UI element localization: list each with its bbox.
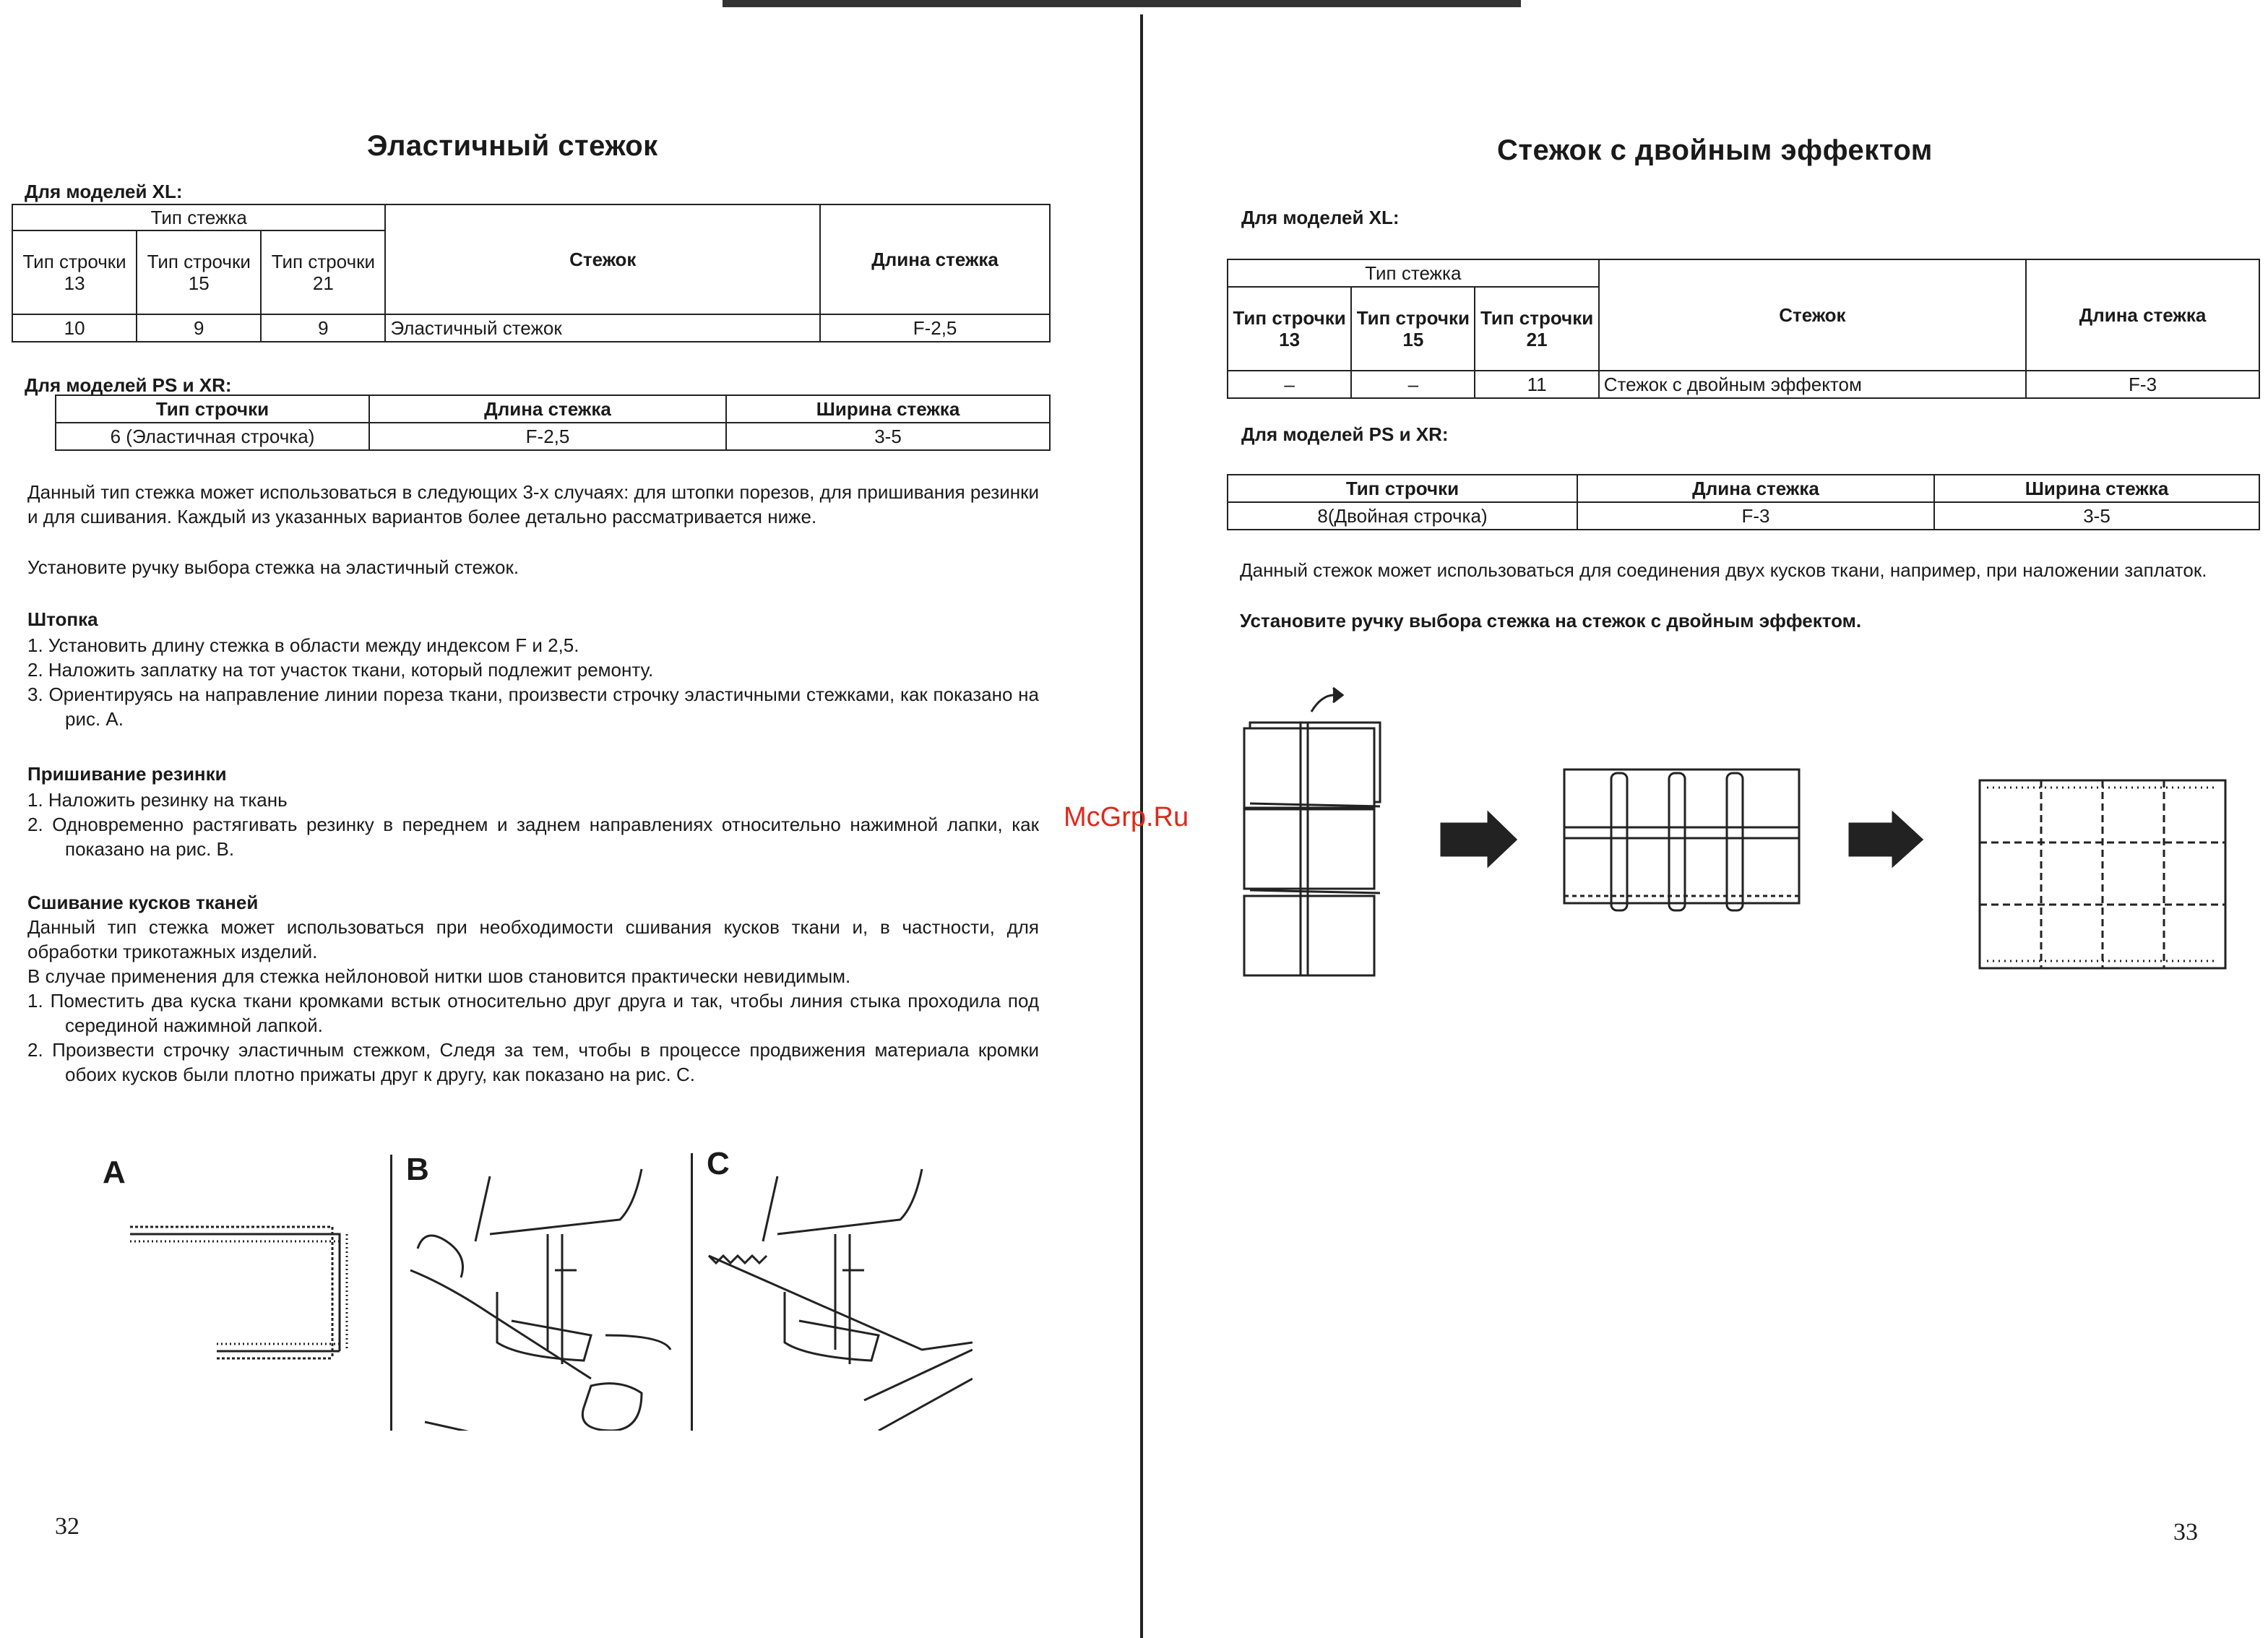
cell: F-2,5 — [369, 423, 726, 450]
list-item: 2. Произвести строчку эластичным стежком, Следя за тем, чтобы в процессе продвижения материала кромки обоих кусков были плотно прижаты друг к другу, как показано на рис. С. — [27, 1039, 1039, 1085]
left-intro: Данный тип стежка может использоваться в следующих 3-х случаях: для штопки порезов, для пришивания резинки и для сшивания. Каждый из указанных вариантов более детально рассматривается ниже. — [27, 481, 1039, 527]
cell: Стежок с двойным эффектом — [1599, 371, 2026, 398]
cell: 9 — [261, 314, 385, 342]
group-header: Тип стежка — [12, 204, 385, 230]
cell: 9 — [137, 314, 261, 342]
right-intro: Данный стежок может использоваться для соединения двух кусков ткани, например, при наложении заплаток. — [1240, 559, 2207, 581]
list-item: 1. Установить длину стежка в области между индексом F и 2,5. — [27, 634, 579, 656]
right-ps-table — [1227, 474, 2260, 530]
group-header: Тип стежка — [1228, 259, 1599, 287]
left-xl-table — [12, 204, 1051, 342]
darning-steps — [27, 633, 1039, 731]
header: Ширина стежка — [726, 395, 1050, 423]
col-21: Тип строчки 21 — [1475, 287, 1598, 371]
cell: 3-5 — [1934, 502, 2259, 530]
header: Ширина стежка — [1934, 475, 2259, 502]
right-intro2: Установите ручку выбора стежка на стежок с двойным эффектом. — [1240, 610, 1862, 632]
right-xl-label: Для моделей XL: — [1241, 207, 1400, 228]
header: Длина стежка — [1577, 475, 1934, 502]
cell: F-3 — [2026, 371, 2259, 398]
figure-b-elastic-sewing — [403, 1162, 685, 1431]
list-item: 3. Ориентируясь на направление линии пореза ткани, произвести строчку эластичными стежками, как показано на рис. А. — [27, 684, 1039, 730]
cell: Эластичный стежок — [385, 314, 820, 342]
list-item: 1. Наложить резинку на ткань — [27, 789, 288, 811]
joining-heading: Сшивание кусков тканей — [27, 892, 259, 913]
joining-text — [27, 915, 1039, 1087]
figure-a-darning-stitch — [123, 1214, 361, 1373]
double-effect-diagram — [1228, 679, 2240, 983]
stitch-header: Стежок — [385, 204, 820, 314]
cell: 6 (Эластичная строчка) — [56, 423, 369, 450]
cell: F-3 — [1577, 502, 1934, 530]
length-header: Длина стежка — [2026, 259, 2259, 371]
figure-label-b: B — [406, 1152, 429, 1187]
stitch-header: Стежок — [1599, 259, 2026, 371]
right-xl-table — [1227, 259, 2260, 399]
figure-divider — [691, 1153, 693, 1431]
col-15: Тип строчки 15 — [1351, 287, 1475, 371]
left-ps-table — [55, 395, 1051, 451]
left-page-title: Эластичный стежок — [367, 130, 658, 162]
left-xl-label: Для моделей XL: — [25, 181, 183, 202]
cell: – — [1351, 371, 1475, 398]
list-item: 2. Наложить заплатку на тот участок ткани, который подлежит ремонту. — [27, 659, 654, 681]
length-header: Длина стежка — [820, 204, 1050, 314]
top-binding-bar — [723, 0, 1521, 7]
figure-c-fabric-joining — [705, 1162, 973, 1431]
col-13: Тип строчки 13 — [12, 230, 137, 314]
paragraph: В случае применения для стежка нейлоновой нитки шов становится практически невидимым. — [27, 965, 851, 987]
right-page-title: Стежок с двойным эффектом — [1497, 134, 1933, 166]
cell: – — [1228, 371, 1351, 398]
cell: F-2,5 — [820, 314, 1050, 342]
cell: 10 — [12, 314, 137, 342]
page-number-left: 32 — [55, 1513, 79, 1540]
col-21: Тип строчки 21 — [261, 230, 385, 314]
left-intro2: Установите ручку выбора стежка на эластичный стежок. — [27, 556, 519, 578]
watermark: McGrp.Ru — [1064, 802, 1189, 832]
figure-label-a: A — [103, 1155, 126, 1190]
list-item: 1. Поместить два куска ткани кромками встык относительно друг друга и так, чтобы линия стыка проходила под серединой нажимной лапкой. — [27, 990, 1039, 1036]
cell: 3-5 — [726, 423, 1050, 450]
header: Тип строчки — [56, 395, 369, 423]
paragraph: Данный тип стежка может использоваться при необходимости сшивания кусков ткани и, в частности, для обработки трикотажных изделий. — [27, 916, 1039, 962]
figure-label-c: C — [707, 1146, 730, 1181]
list-item: 2. Одновременно растягивать резинку в переднем и заднем направлениях относительно нажимной лапки, как показано на рис. В. — [27, 814, 1039, 860]
col-15: Тип строчки 15 — [137, 230, 261, 314]
elastic-heading: Пришивание резинки — [27, 763, 227, 785]
cell: 11 — [1475, 371, 1598, 398]
header: Длина стежка — [369, 395, 726, 423]
cell: 8(Двойная строчка) — [1228, 502, 1577, 530]
darning-heading: Штопка — [27, 608, 98, 630]
col-13: Тип строчки 13 — [1228, 287, 1351, 371]
header: Тип строчки — [1228, 475, 1577, 502]
left-ps-label: Для моделей PS и XR: — [25, 374, 232, 396]
page-number-right: 33 — [2173, 1519, 2198, 1546]
figure-divider — [390, 1155, 392, 1431]
elastic-steps — [27, 788, 1039, 861]
right-ps-label: Для моделей PS и XR: — [1241, 423, 1449, 445]
